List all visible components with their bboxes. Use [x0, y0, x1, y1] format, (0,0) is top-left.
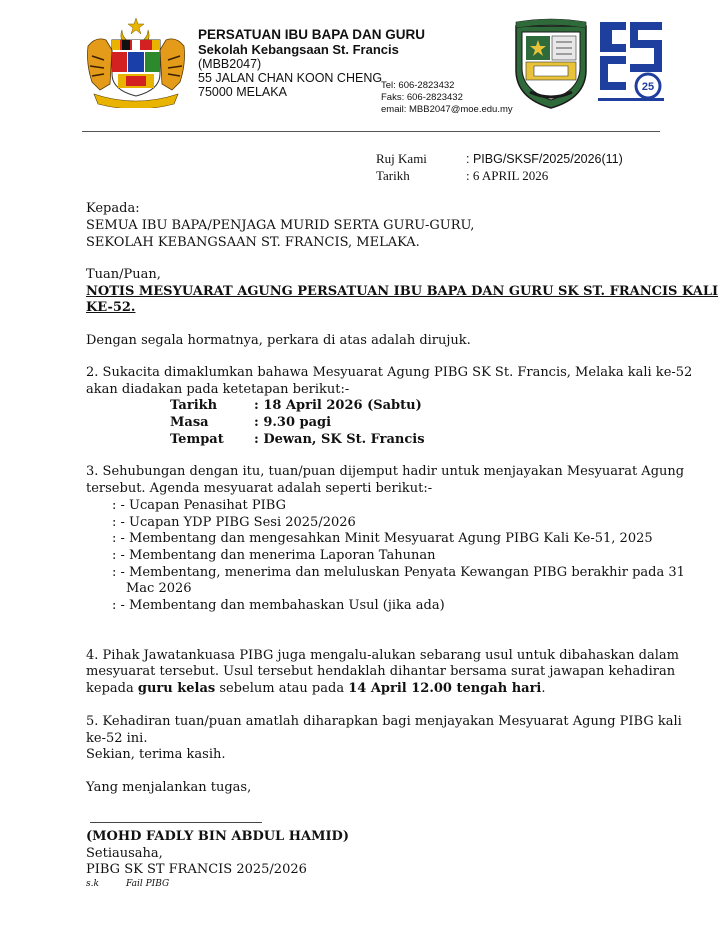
signatory-title: Setiausaha,: [86, 846, 163, 861]
para4-text: .: [541, 681, 546, 696]
ref-label: Ruj Kami: [376, 151, 427, 166]
agenda-item: : - Membentang dan mengesahkan Minit Mesyuarat Agung PIBG Kali Ke-51, 2025: [112, 531, 653, 546]
school-badge-logo: [512, 18, 590, 110]
agenda-item: : - Membentang dan menerima Laporan Tahunan: [112, 548, 436, 563]
para5-line-1: 5. Kehadiran tuan/puan amatlah diharapkan bagi menjayakan Mesyuarat Agung PIBG kali: [86, 714, 682, 729]
signatory-org: PIBG SK ST FRANCIS 2025/2026: [86, 862, 307, 877]
kepada-label: Kepada:: [86, 201, 140, 216]
para4-emphasis: guru kelas: [137, 681, 216, 696]
signature-line: [90, 822, 262, 823]
para4-deadline: 14 April 12.00 tengah hari: [348, 681, 542, 696]
para2-line-2: akan diadakan pada ketetapan berikut:-: [86, 382, 350, 397]
para4-text: sebelum atau pada: [215, 681, 349, 696]
schedule-value-venue: : Dewan, SK St. Francis: [254, 432, 425, 447]
para3-line-2: tersebut. Agenda mesyuarat adalah seperti berikut:-: [86, 481, 433, 496]
salutation: Tuan/Puan,: [86, 267, 161, 282]
cc-label: s.k: [86, 879, 99, 889]
closing-thanks: Sekian, terima kasih.: [86, 747, 226, 762]
agenda-item: : - Ucapan Penasihat PIBG: [112, 498, 286, 513]
intro-text: Dengan segala hormatnya, perkara di atas adalah dirujuk.: [86, 333, 471, 348]
anniversary-logo: [596, 16, 666, 108]
para4-line-2: mesyuarat tersebut. Usul tersebut hendaklah dihantar bersama surat jawapan kehadiran: [86, 664, 676, 679]
fax: Faks: 606-2823432: [381, 92, 463, 103]
header-divider: [82, 131, 660, 132]
para3-line-1: 3. Sehubungan dengan itu, tuan/puan dijemput hadir untuk menjayakan Mesyuarat Agung: [86, 464, 685, 479]
telephone: Tel: 606-2823432: [381, 80, 455, 91]
recipient-line-2: SEKOLAH KEBANGSAAN ST. FRANCIS, MELAKA.: [86, 235, 420, 250]
malaysia-crest-logo: [82, 16, 190, 108]
signatory-name: (MOHD FADLY BIN ABDUL HAMID): [86, 829, 349, 844]
schedule-key-time: Masa: [170, 415, 209, 430]
schedule-key-venue: Tempat: [170, 432, 224, 447]
address-line-1: 55 JALAN CHAN KOON CHENG: [198, 71, 383, 85]
subject-line-1: NOTIS MESYUARAT AGUNG PERSATUAN IBU BAPA DAN GURU SK ST. FRANCIS KALI: [86, 284, 719, 299]
date-label: Tarikh: [376, 168, 410, 183]
cc-value: Fail PIBG: [126, 879, 170, 889]
para5-line-2: ke-52 ini.: [86, 731, 148, 746]
agenda-item: : - Membentang, menerima dan meluluskan Penyata Kewangan PIBG berakhir pada 31: [112, 565, 685, 580]
date-value: : 6 APRIL 2026: [466, 168, 549, 183]
agenda-item: : - Membentang dan membahaskan Usul (jika ada): [112, 598, 445, 613]
para4-line-3: [86, 681, 546, 696]
ref-value: : PIBG/SKSF/2025/2026(11): [466, 152, 623, 166]
closing-phrase: Yang menjalankan tugas,: [86, 780, 252, 795]
schedule-value-time: : 9.30 pagi: [254, 415, 332, 430]
agenda-item-continuation: Mac 2026: [126, 581, 192, 596]
para4-line-1: 4. Pihak Jawatankuasa PIBG juga mengalu-alukan sebarang usul untuk dibahaskan dalam: [86, 648, 679, 663]
org-name: PERSATUAN IBU BAPA DAN GURU: [198, 27, 426, 42]
para2-line-1: 2. Sukacita dimaklumkan bahawa Mesyuarat Agung PIBG SK St. Francis, Melaka kali ke-52: [86, 365, 693, 380]
subject-line-2: KE-52.: [86, 300, 136, 315]
para4-text: kepada: [86, 681, 138, 696]
email: email: MBB2047@moe.edu.my: [381, 104, 513, 115]
recipient-line-1: SEMUA IBU BAPA/PENJAGA MURID SERTA GURU-GURU,: [86, 218, 475, 233]
agenda-item: : - Ucapan YDP PIBG Sesi 2025/2026: [112, 515, 356, 530]
schedule-value-date: : 18 April 2026 (Sabtu): [254, 398, 422, 413]
school-code: (MBB2047): [198, 57, 262, 71]
address-line-2: 75000 MELAKA: [198, 85, 287, 99]
anniversary-number: 25: [641, 81, 655, 93]
schedule-key-date: Tarikh: [170, 398, 218, 413]
school-name: Sekolah Kebangsaan St. Francis: [198, 42, 399, 57]
